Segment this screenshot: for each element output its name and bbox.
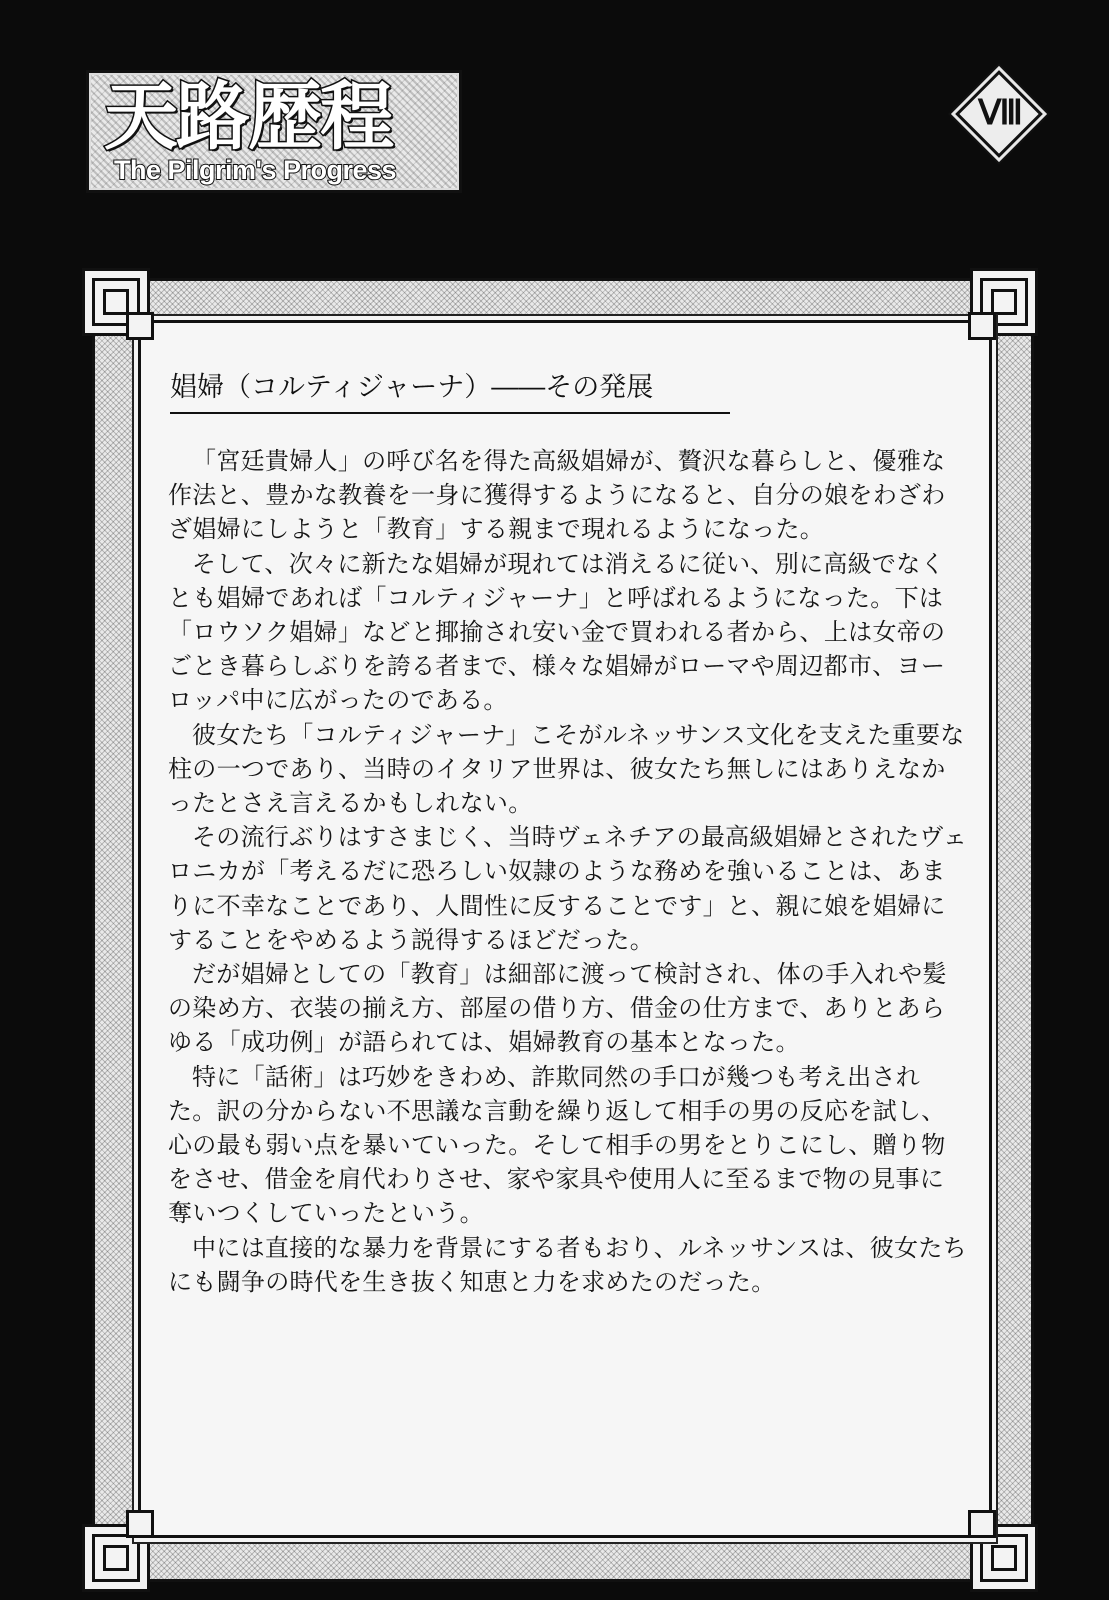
- paragraph: 特に「話術」は巧妙をきわめ、詐欺同然の手口が幾つも考え出された。訳の分からない不思議な言動を繰り返して相手の男の反応を試し、心の最も弱い点を暴いていった。そして相手の男をとりこにし、贈り物をさせ、借金を肩代わりさせ、家や家具や使用人に至るまで物の見事に奪いつくしていったという。: [168, 1062, 946, 1228]
- frame-notch-ornament: [968, 1510, 996, 1538]
- title-japanese: 天路歴程: [104, 74, 392, 160]
- article-heading: 娼婦（コルティジャーナ）――その発展: [170, 368, 730, 414]
- frame-notch-ornament: [126, 1510, 154, 1538]
- frame-notch-ornament: [126, 312, 154, 340]
- paragraph: 彼女たち「コルティジャーナ」こそがルネッサンス文化を支えた重要な柱の一つであり、当時のイタリア世界は、彼女たち無しにはありえなかったとさえ言えるかもしれない。: [168, 720, 965, 818]
- title-english: The Pilgrim's Progress: [114, 155, 397, 185]
- title-logo: [86, 70, 462, 193]
- paragraph: 「宮廷貴婦人」の呼び名を得た高級娼婦が、贅沢な暮らしと、優雅な作法と、豊かな教養を一身に獲得するようになると、自分の娘をわざわざ娼婦にしようと「教育」する親まで現れるようになった。: [168, 447, 946, 544]
- paragraph: その流行ぶりはすさまじく、当時ヴェネチアの最高級娼婦とされたヴェロニカが「考えるだに恐ろしい奴隷のような務めを強いることは、あまりに不幸なことであり、人間性に反することです」と、親に娘を娼婦にすることをやめるよう説得するほどだった。: [168, 823, 968, 954]
- frame-notch-ornament: [968, 312, 996, 340]
- paragraph: だが娼婦としての「教育」は細部に渡って検討され、体の手入れや髪の染め方、衣装の揃え方、部屋の借り方、借金の仕方まで、ありとあらゆる「成功例」が語られては、娼婦教育の基本となった。: [168, 960, 947, 1057]
- chapter-number: Ⅷ: [978, 95, 1020, 132]
- paragraph: そして、次々に新たな娼婦が現れては消えるに従い、別に高級でなくとも娼婦であれば「コルティジャーナ」と呼ばれるようになった。下は「ロウソク娼婦」などと揶揄され安い金で買われる者から、上は女帝のごとき暮らしぶりを誇る者まで、様々な娼婦がローマや周辺都市、ヨーロッパ中に広がったのである。: [168, 549, 946, 715]
- paragraph: 中には直接的な暴力を背景にする者もおり、ルネッサンスは、彼女たちにも闘争の時代を生き抜く知恵と力を求めたのだった。: [168, 1233, 967, 1296]
- article-body: [168, 444, 968, 1299]
